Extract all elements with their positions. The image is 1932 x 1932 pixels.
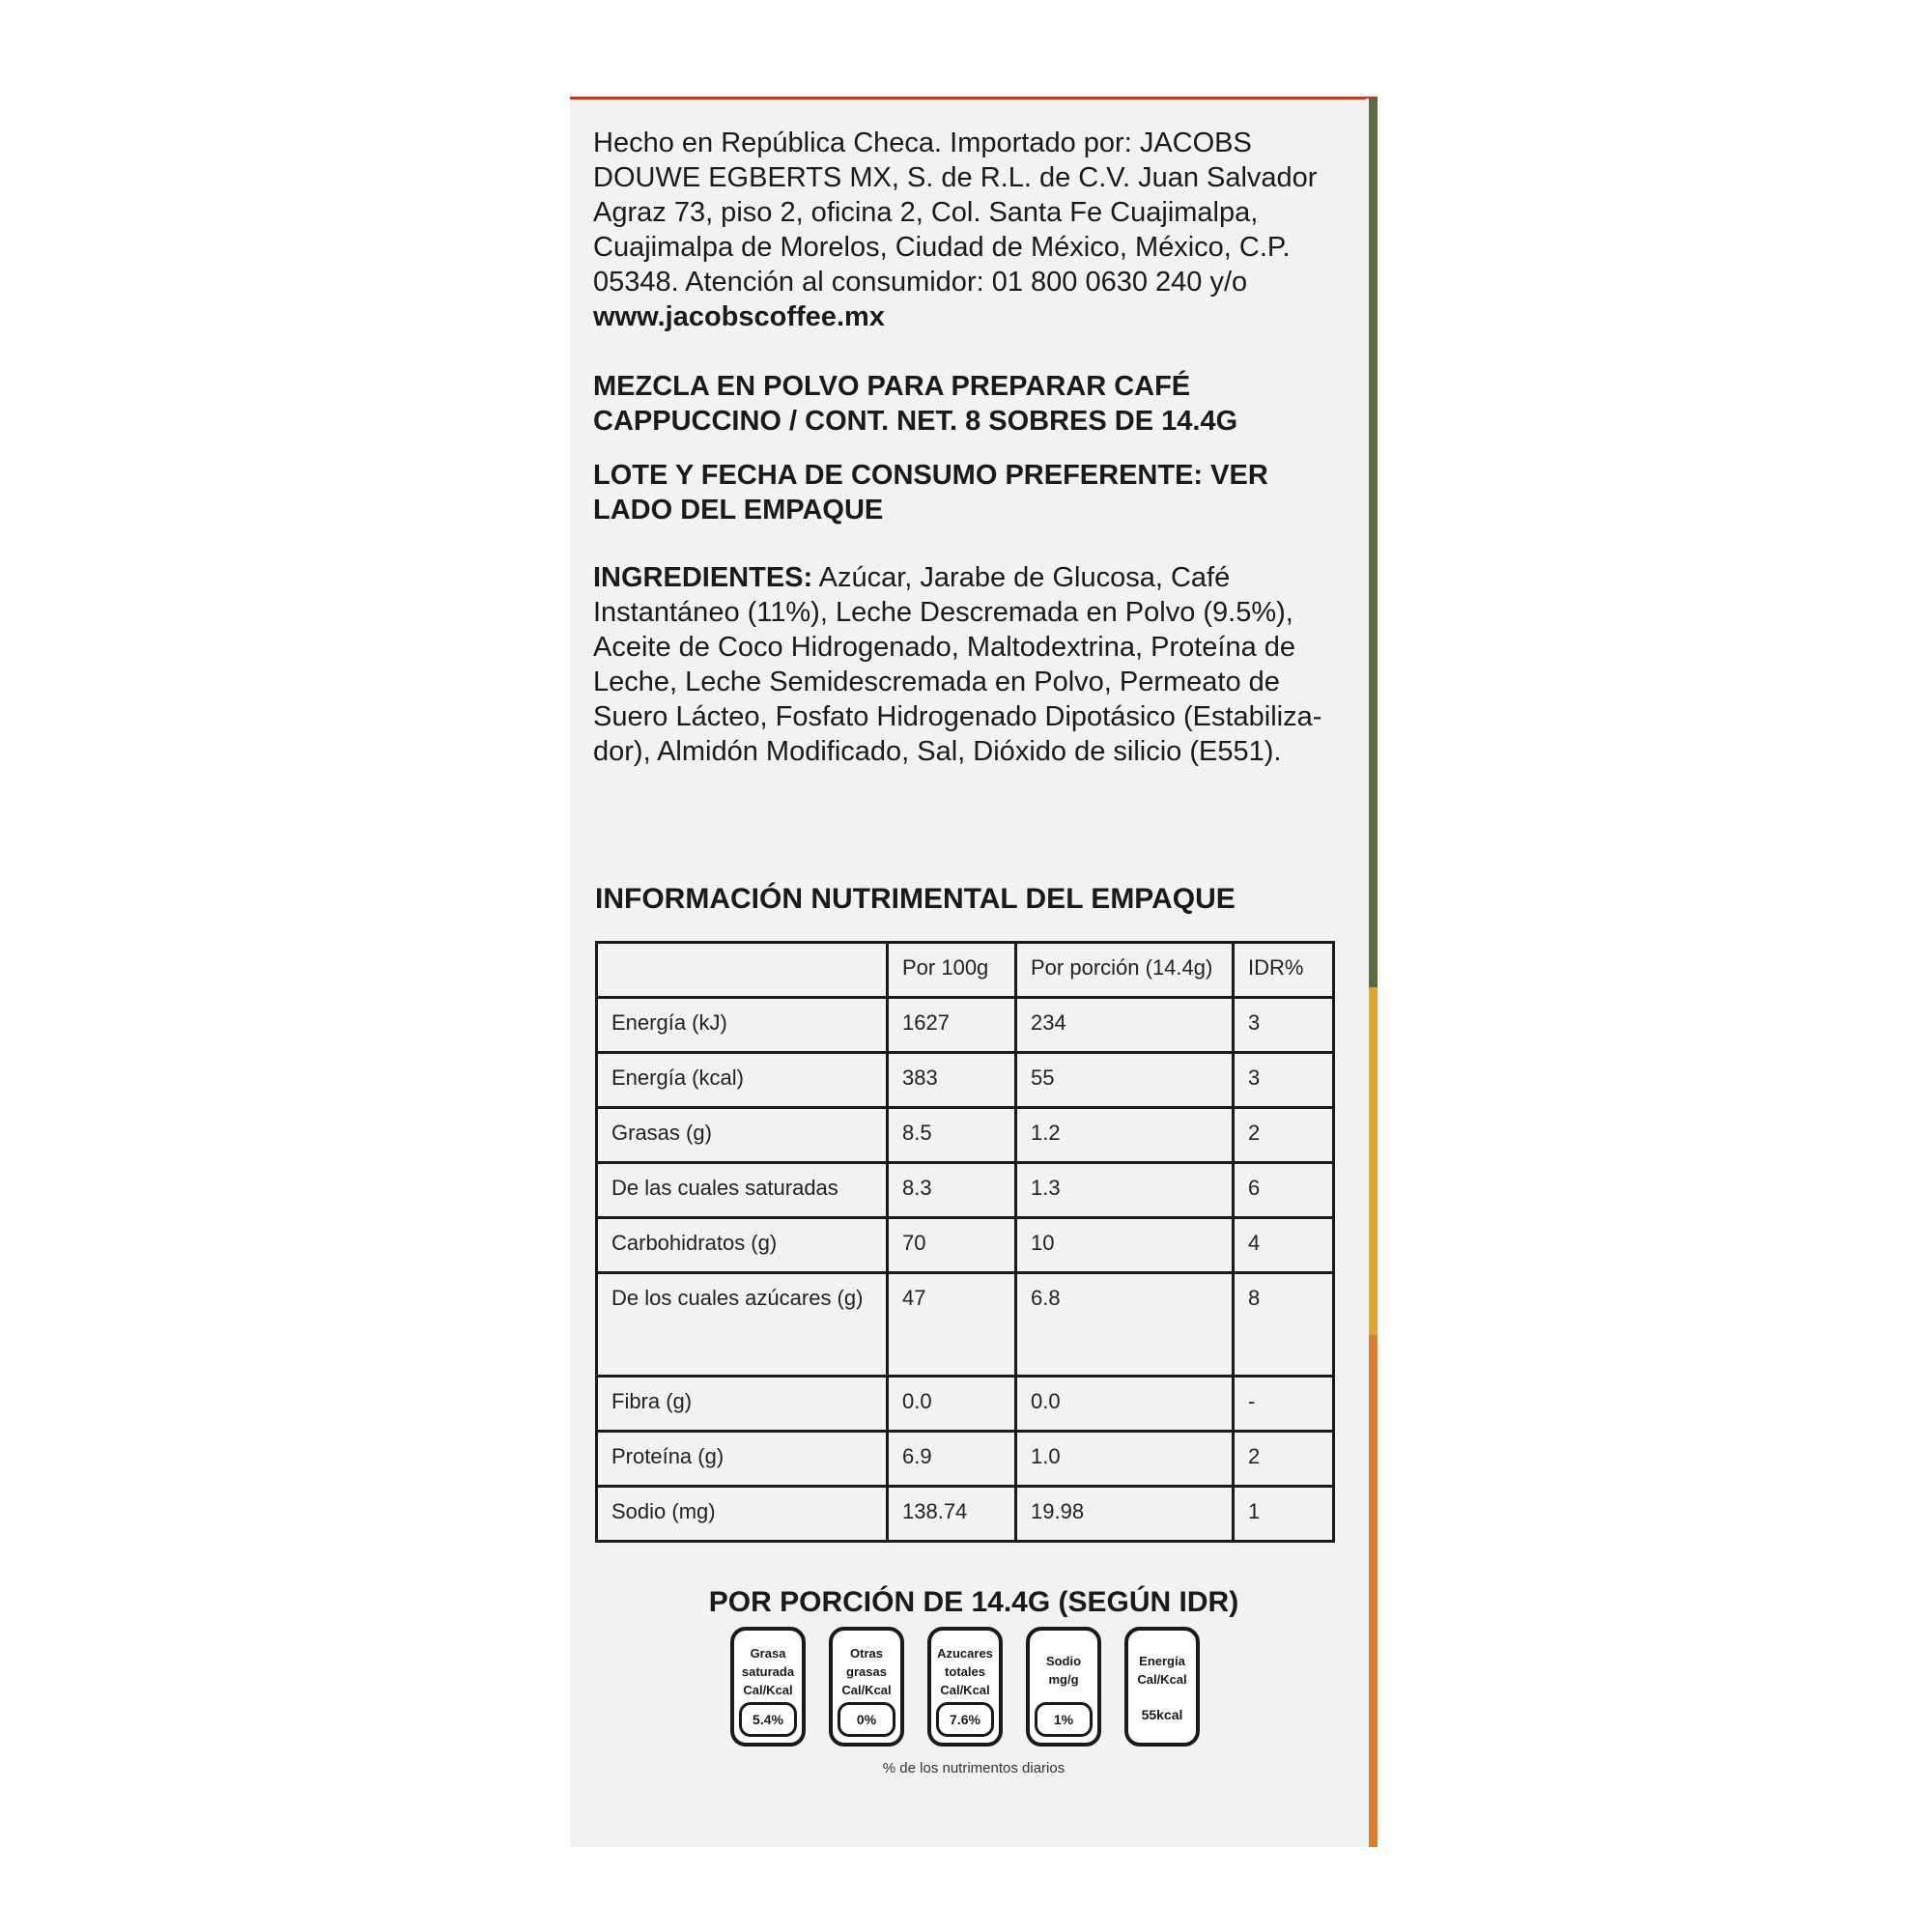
portion-title: POR PORCIÓN DE 14.4G (SEGÚN IDR): [708, 1586, 1239, 1618]
badge-label-line: totales: [945, 1664, 985, 1679]
footnote: % de los nutrimentos diarios: [882, 1760, 1065, 1776]
per-portion-value: 55: [1016, 1053, 1234, 1108]
badge-label: [931, 1631, 999, 1699]
idr-value: 1: [1234, 1487, 1334, 1542]
nutrient-name: Fibra (g): [597, 1377, 888, 1432]
badge-label-line: Sodio: [1045, 1654, 1082, 1668]
website-link: www.jacobscoffee.mx: [593, 301, 885, 332]
ingredients-line: Instantáneo (11%), Leche Descremada en Polvo (9.5%),: [593, 597, 1293, 628]
product-description: [593, 369, 1356, 439]
badge-label-line: Azucares: [937, 1646, 993, 1661]
per-portion-value: 19.98: [1016, 1487, 1234, 1542]
top-edge-stripe: [570, 97, 1378, 99]
table-header-row: [597, 943, 1334, 998]
per-100g-value: 8.5: [888, 1108, 1016, 1163]
per-100g-value: 47: [888, 1273, 1016, 1377]
nutrient-name: Energía (kcal): [597, 1053, 888, 1108]
idr-value: 8: [1234, 1273, 1334, 1377]
per-portion-value: 1.3: [1016, 1163, 1234, 1218]
badge-label-line: Otras: [850, 1646, 883, 1661]
idr-value: 6: [1234, 1163, 1334, 1218]
idr-value: 2: [1234, 1108, 1334, 1163]
per-portion-value: 234: [1016, 998, 1234, 1053]
ingredients-line: dor), Almidón Modificado, Sal, Dióxido de silicio (E551).: [593, 736, 1282, 767]
right-edge-green: [1366, 99, 1378, 987]
ingredients-line: Suero Lácteo, Fosfato Hidrogenado Dipotásico (Estabiliza-: [593, 701, 1322, 732]
per-portion-value: 0.0: [1016, 1377, 1234, 1432]
total-sugars-badge: [927, 1627, 1003, 1747]
table-row: [597, 998, 1334, 1053]
importer-line: Agraz 73, piso 2, oficina 2, Col. Santa Fe Cuajimalpa,: [593, 197, 1259, 228]
energy-badge: [1124, 1627, 1200, 1747]
ingredients-first-line: [593, 560, 1356, 595]
header-cell: Por 100g: [888, 943, 1016, 998]
header-cell: [597, 943, 888, 998]
lot-line: LOTE Y FECHA DE CONSUMO PREFERENTE: VER: [593, 460, 1268, 491]
lot-info: [593, 458, 1356, 527]
per-portion-value: 10: [1016, 1218, 1234, 1273]
per-100g-value: 70: [888, 1218, 1016, 1273]
table-row: [597, 1218, 1334, 1273]
badge-label-line: mg/g: [1048, 1672, 1079, 1687]
idr-value: 3: [1234, 998, 1334, 1053]
product-line: MEZCLA EN POLVO PARA PREPARAR CAFÉ: [593, 371, 1191, 402]
badge-value: 7.6%: [936, 1702, 994, 1737]
other-fats-badge: [829, 1627, 904, 1747]
nutrient-name: Carbohidratos (g): [597, 1218, 888, 1273]
badge-label: [1030, 1631, 1097, 1689]
idr-value: -: [1234, 1377, 1334, 1432]
nutrient-name: De los cuales azúcares (g): [597, 1273, 888, 1377]
badge-label: [1128, 1631, 1196, 1689]
table-row: [597, 1163, 1334, 1218]
importer-line: 05348. Atención al consumidor: 01 800 0630 240 y/o: [593, 267, 1248, 298]
idr-value: 4: [1234, 1218, 1334, 1273]
idr-value: 3: [1234, 1053, 1334, 1108]
table-row: [597, 1273, 1334, 1377]
importer-line: DOUWE EGBERTS MX, S. de R.L. de C.V. Juan Salvador: [593, 162, 1318, 193]
badge-label-line: grasas: [846, 1664, 887, 1679]
ingredients-list: [593, 560, 1356, 769]
badge-label-line: saturada: [741, 1664, 795, 1679]
table-row: [597, 1053, 1334, 1108]
ingredients-text: Azúcar, Jarabe de Glucosa, Café: [812, 562, 1231, 593]
sodium-badge: [1026, 1627, 1101, 1747]
importer-info: [593, 126, 1356, 334]
badge-value: 55kcal: [1133, 1700, 1191, 1729]
per-100g-value: 6.9: [888, 1432, 1016, 1487]
badge-value: 0%: [838, 1702, 895, 1737]
header-cell: Por porción (14.4g): [1016, 943, 1234, 998]
badge-value: 1%: [1035, 1702, 1093, 1737]
nutrition-table: [595, 941, 1335, 1543]
per-100g-value: 383: [888, 1053, 1016, 1108]
idr-value: 2: [1234, 1432, 1334, 1487]
right-edge-gold: [1366, 987, 1378, 1335]
per-portion-value: 1.0: [1016, 1432, 1234, 1487]
per-100g-value: 138.74: [888, 1487, 1016, 1542]
ingredients-label: INGREDIENTES:: [593, 562, 813, 593]
nutrient-name: Sodio (mg): [597, 1487, 888, 1542]
saturated-fat-badge: [730, 1627, 806, 1747]
badge-value: 5.4%: [739, 1702, 797, 1737]
table-row: [597, 1377, 1334, 1432]
badge-label-line: Cal/Kcal: [743, 1683, 793, 1697]
per-100g-value: 8.3: [888, 1163, 1016, 1218]
table-row: [597, 1108, 1334, 1163]
importer-line: Cuajimalpa de Morelos, Ciudad de México, México, C.P.: [593, 232, 1291, 263]
header-cell: IDR%: [1234, 943, 1334, 998]
importer-line: Hecho en República Checa. Importado por: JACOBS: [593, 128, 1252, 158]
per-100g-value: 0.0: [888, 1377, 1016, 1432]
nutrient-name: De las cuales saturadas: [597, 1163, 888, 1218]
ingredients-line: Leche, Leche Semidescremada en Polvo, Permeato de: [593, 667, 1280, 697]
badge-label: [734, 1631, 802, 1699]
badge-label-line: Energía: [1139, 1654, 1185, 1668]
per-portion-value: 1.2: [1016, 1108, 1234, 1163]
table-row: [597, 1432, 1334, 1487]
nutrient-name: Grasas (g): [597, 1108, 888, 1163]
badge-label-line: Cal/Kcal: [841, 1683, 892, 1697]
lot-line: LADO DEL EMPAQUE: [593, 495, 884, 526]
ingredients-line: Aceite de Coco Hidrogenado, Maltodextrina, Proteína de: [593, 632, 1296, 663]
per-portion-value: 6.8: [1016, 1273, 1234, 1377]
badge-label: [833, 1631, 900, 1699]
badge-label-line: Cal/Kcal: [1137, 1672, 1187, 1687]
nutrient-name: Energía (kJ): [597, 998, 888, 1053]
badge-label-line: Cal/Kcal: [940, 1683, 990, 1697]
badge-label-line: Grasa: [750, 1646, 786, 1661]
nutrient-name: Proteína (g): [597, 1432, 888, 1487]
per-100g-value: 1627: [888, 998, 1016, 1053]
table-row: [597, 1487, 1334, 1542]
product-line: CAPPUCCINO / CONT. NET. 8 SOBRES DE 14.4G: [593, 406, 1238, 437]
nutrition-title: INFORMACIÓN NUTRIMENTAL DEL EMPAQUE: [595, 883, 1236, 915]
